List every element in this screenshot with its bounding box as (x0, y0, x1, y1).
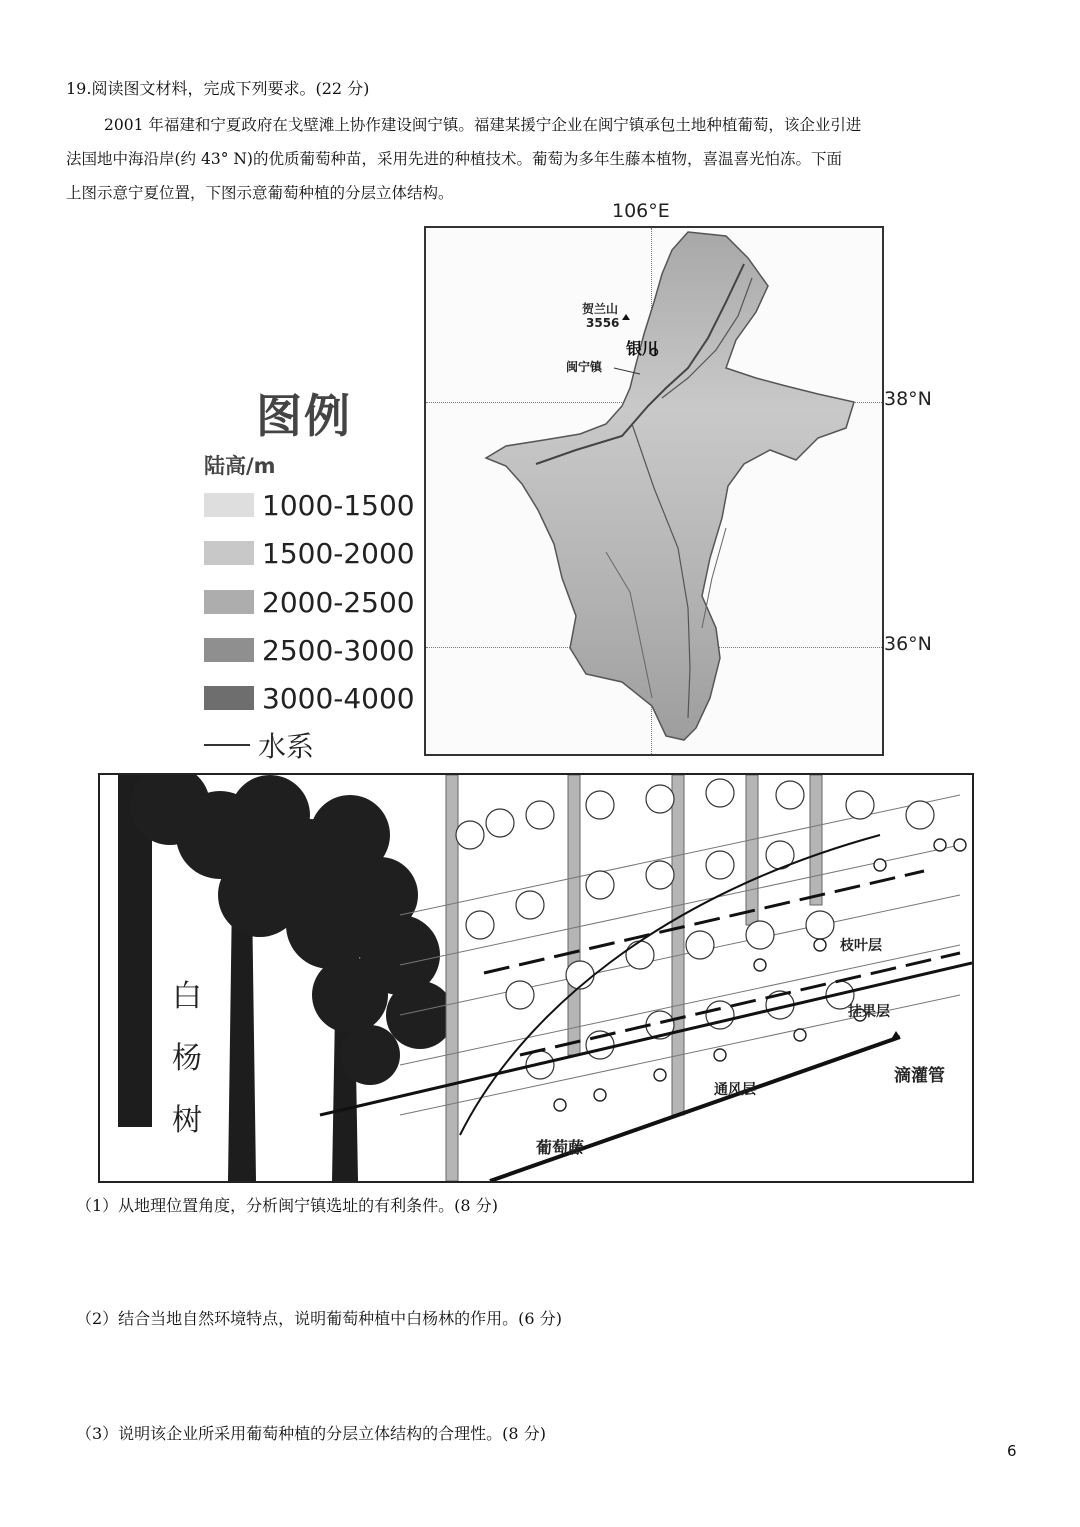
paragraph-line: 2001 年福建和宁夏政府在戈壁滩上协作建设闽宁镇。福建某援宁企业在闽宁镇承包土地种植葡萄，该企业引进 (104, 116, 862, 134)
poplar-label-char: 白 (172, 979, 202, 1014)
ningxia-shape (426, 228, 882, 754)
legend-item (204, 488, 415, 522)
water-line-icon (204, 744, 250, 746)
town-name: 闽宁镇 (566, 360, 603, 374)
latitude-label-36: 36°N (884, 633, 932, 655)
legend-label: 2500-3000 (262, 633, 415, 667)
legend-swatch (204, 686, 254, 710)
legend-swatch (204, 493, 254, 517)
page-number: 6 (1007, 1442, 1017, 1460)
legend-swatch (204, 541, 254, 565)
legend-item (204, 681, 415, 715)
paragraph-line: 上图示意宁夏位置，下图示意葡萄种植的分层立体结构。 (66, 184, 454, 202)
legend-label: 3000-4000 (262, 681, 415, 715)
grape-structure-diagram (98, 773, 974, 1183)
poplar-label-char: 杨 (172, 1041, 202, 1076)
poplar-label-char: 树 (172, 1103, 202, 1138)
legend-label: 1500-2000 (262, 536, 415, 570)
ningxia-map (424, 226, 884, 756)
legend-unit: 陆高/m (204, 454, 276, 478)
vine-foliage (456, 779, 934, 1079)
poplar-trunk (228, 895, 256, 1181)
paragraph-line: 法国地中海沿岸(约 43° N)的优质葡萄种苗，采用先进的种植技术。葡萄为多年生藤本植物，喜温喜光怕冻。下面 (66, 150, 842, 168)
legend-item (204, 585, 415, 619)
latitude-label-38: 38°N (884, 388, 932, 410)
longitude-label: 106°E (612, 200, 670, 222)
grape-vine-label: 葡萄藤 (536, 1138, 585, 1157)
sub-question-3: （3）说明该企业所采用葡萄种植的分层立体结构的合理性。(8 分) (76, 1424, 546, 1443)
legend-label: 2000-2500 (262, 585, 415, 619)
legend-label: 水系 (258, 730, 315, 763)
legend-item (204, 536, 415, 570)
sub-question-2: （2）结合当地自然环境特点，说明葡萄种植中白杨林的作用。(6 分) (76, 1309, 562, 1328)
mountain-name: 贺兰山 (582, 302, 619, 316)
sub-question-1: （1）从地理位置角度，分析闽宁镇选址的有利条件。(8 分) (76, 1196, 498, 1215)
legend-title: 图例 (256, 389, 352, 443)
legend-label: 1000-1500 (262, 488, 415, 522)
mountain-elevation: 3556 (586, 316, 620, 330)
legend-swatch (204, 638, 254, 662)
mountain-peak-icon (622, 314, 630, 320)
leaf-layer-label: 枝叶层 (840, 938, 882, 954)
question-paragraph (66, 108, 1026, 210)
drip-pipe-label: 滴灌管 (894, 1066, 945, 1086)
ningxia-region (486, 232, 854, 740)
diagram-drawing (100, 775, 972, 1181)
legend-swatch (204, 590, 254, 614)
fruit-layer-label: 挂果层 (848, 1004, 890, 1020)
legend-item (204, 633, 415, 667)
city-name: 银川 (626, 339, 659, 358)
question-title: 19.阅读图文材料，完成下列要求。(22 分) (66, 79, 370, 98)
wind-layer-label: 通风层 (714, 1082, 756, 1098)
legend-item-water (204, 728, 314, 762)
